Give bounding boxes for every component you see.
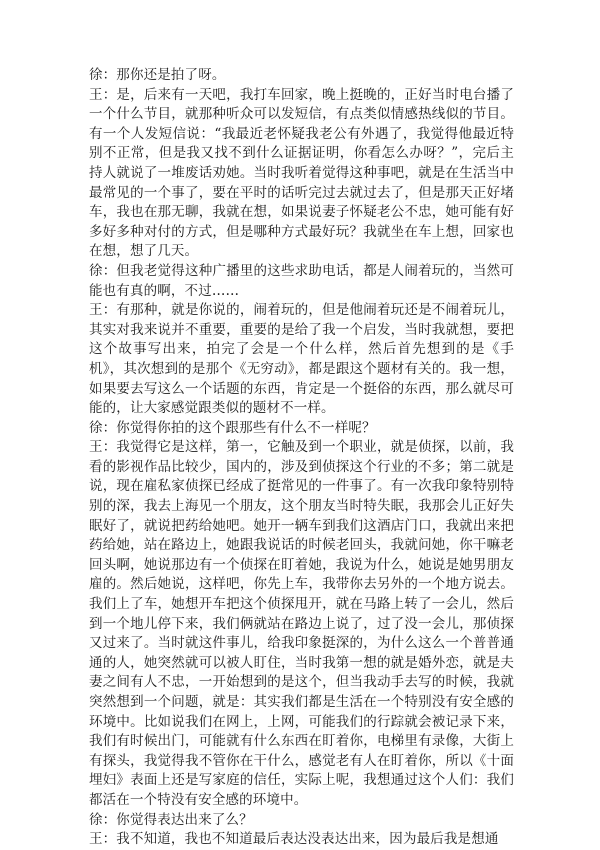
paragraph-answer-1: 王：是，后来有一天吧，我打车回家，晚上挺晚的，正好当时电台播了一个什么节目，就那种听众可以发短信，有点类似情感热线似的节目。有一个人发短信说：“我最近老怀疑我老公有外遇了，我觉得他最近特别不正常，但是我又找不到什么证据证明，你看怎么办呀？”，完后主持人就说了一堆废话劝她。当时我听着觉得这种事吧，就是在生活当中最常见的一个事了，要在平时的话听完过去就过去了，但是那天正好堵车，我也在那无聊，我就在想，如果说妻子怀疑老公不忠，她可能有好多好多种对付的方式，但是哪种方式最好玩？我就坐在车上想，回家也在想，想了几天。 [89, 86, 514, 260]
paragraph-question-4: 徐：你觉得表达出来了么？ [89, 811, 253, 828]
paragraph-question-2: 徐：但我老觉得这种广播里的这些求助电话，都是人闹着玩的，当然可能也有真的啊，不过…… [89, 262, 514, 299]
paragraph-question-3: 徐：你觉得你拍的这个跟那些有什么不一样呢？ [89, 419, 376, 436]
interview-text [89, 66, 514, 850]
paragraph-answer-2: 王：有那种，就是你说的，闹着玩的，但是他闹着玩还是不闹着玩儿，其实对我来说并不重要，重要的是给了我一个启发，当时我就想，要把这个故事写出来，拍完了会是一个什么样，然后首先想到的是《手机》，其次想到的是那个《无穷动》，都是跟这个题材有关的。我一想，如果要去写这么一个话题的东西，肯定是一个挺俗的东西，那么就尽可能的，让大家感觉跟类似的题材不一样。 [89, 302, 514, 417]
paragraph-question-1: 徐：那你还是拍了呀。 [89, 67, 226, 83]
paragraph-answer-4: 王：我不知道，我也不知道最后表达没表达出来，因为最后我是想通 [89, 831, 499, 848]
paragraph-answer-3: 王：我觉得它是这样，第一，它触及到一个职业，就是侦探，以前，我看的影视作品比较少，国内的，涉及到侦探这个行业的不多；第二就是说，现在雇私家侦探已经成了挺常见的一件事了。有一次我印象特别特别的深，我去上海见一个朋友，这个朋友当时特失眠，我那会儿正好失眠好了，就说把药给她吧。她开一辆车到我们这酒店门口，我就出来把药给她，站在路边上，她跟我说话的时候老回头，我就问她，你干嘛老回头啊，她说那边有一个侦探在盯着她，我说为什么，她说是她男朋友雇的。然后她说，这样吧，你先上车，我带你去另外的一个地方说去。我们上了车，她想开车把这个侦探甩开，就在马路上转了一会儿，然后到一个地儿停下来，我们俩就站在路边上说了，过了没一会儿，那侦探又过来了。当时就这件事儿，给我印象挺深的，为什么这么一个普普通通的人，她突然就可以被人盯住，当时我第一想的就是婚外恋，就是夫妻之间有人不忠，一开始想到的是这个，但当我动手去写的时候，我就突然想到一个问题，就是：其实我们都是生活在一个特别没有安全感的环境中。比如说我们在网上，上网，可能我们的行踪就会被记录下来，我们有时候出门，可能就有什么东西在盯着你，电梯里有录像，大街上有探头，我觉得我不管你在干什么，感觉老有人在盯着你，所以《十面埋妇》表面上还是写家庭的信任，实际上呢，我想通过这个人们：我们都活在一个特没有安全感的环境中。 [89, 439, 514, 808]
